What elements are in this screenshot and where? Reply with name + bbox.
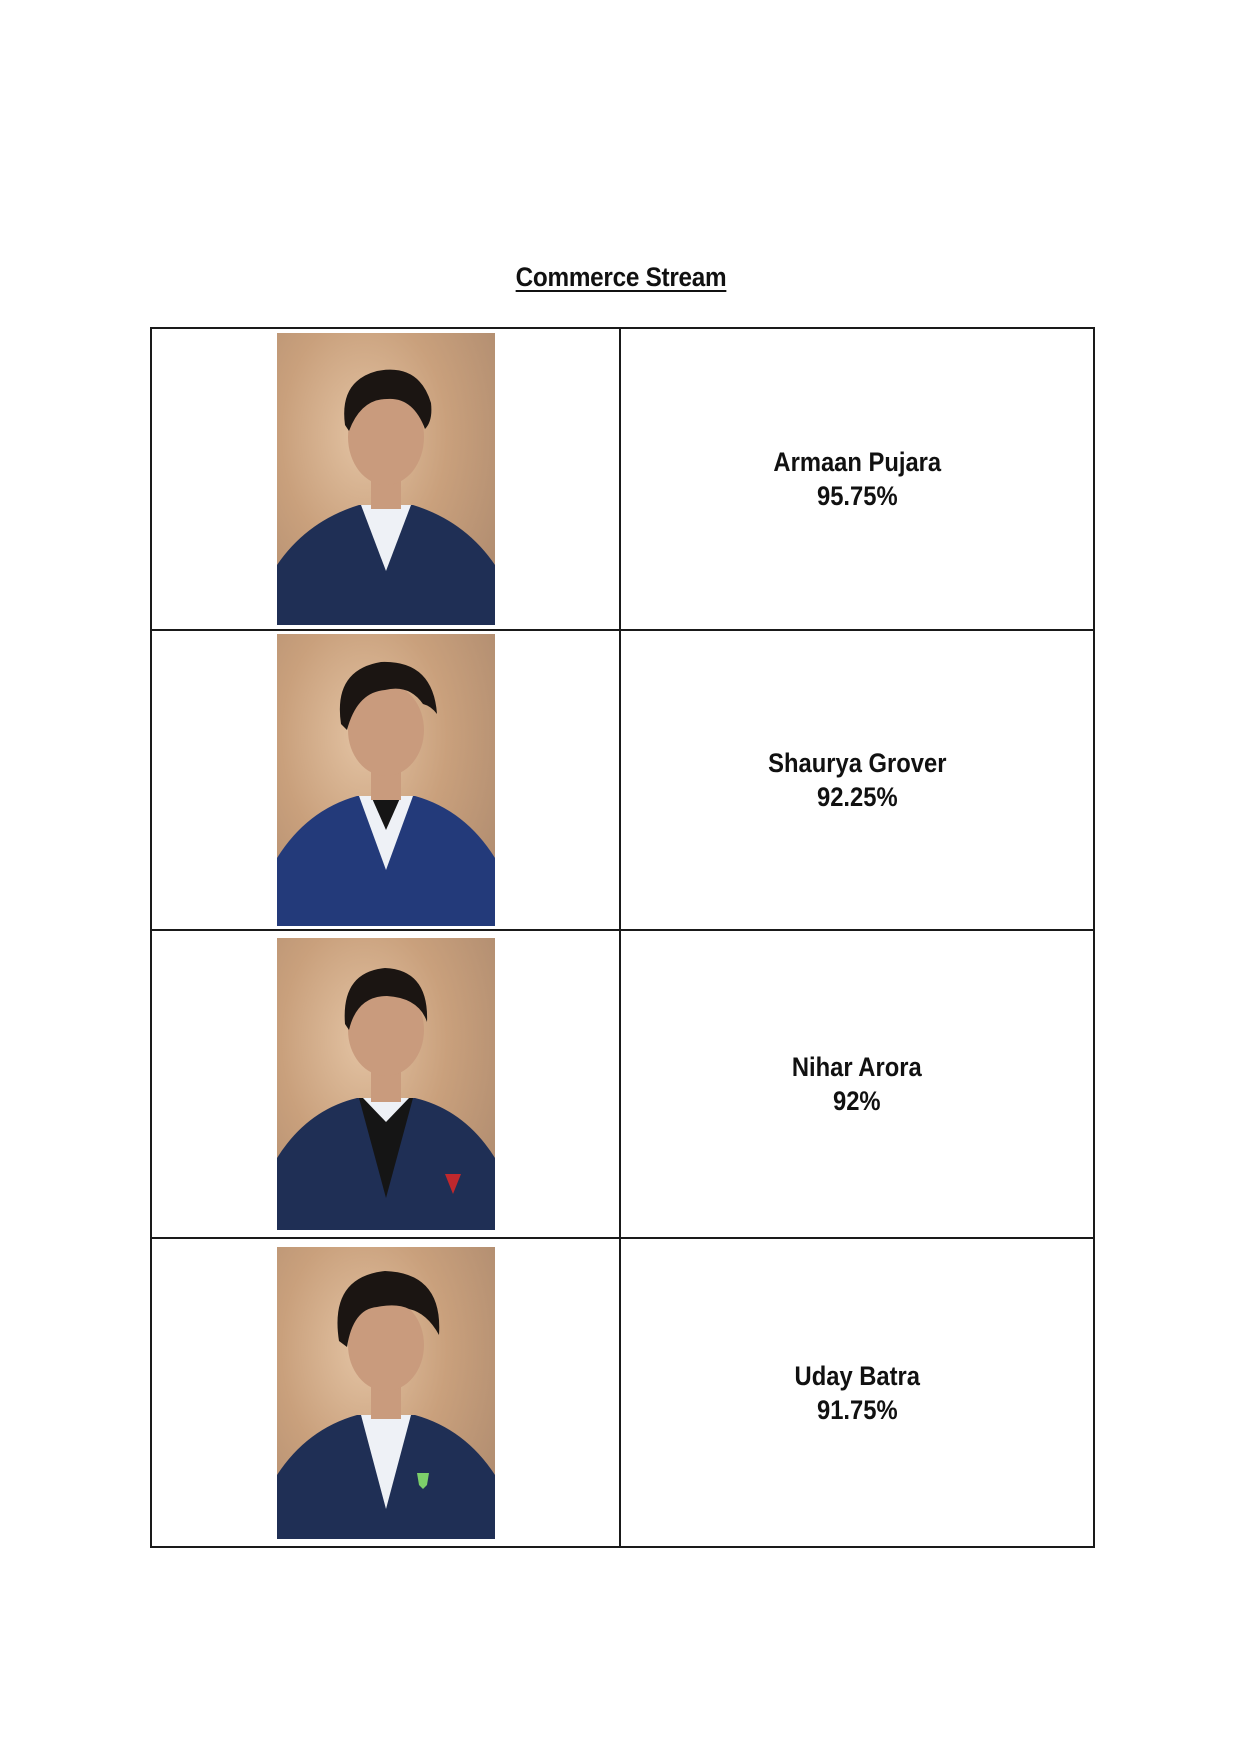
table-row — [151, 1238, 1094, 1547]
student-name: Shaurya Grover — [767, 748, 947, 778]
student-name: Uday Batra — [794, 1360, 920, 1391]
photo-cell — [151, 630, 620, 930]
student-score: 95.75% — [816, 481, 898, 511]
student-photo — [277, 938, 495, 1230]
student-photo — [277, 634, 495, 926]
student-photo — [277, 333, 495, 625]
student-name: Armaan Pujara — [773, 447, 941, 477]
photo-cell — [151, 1238, 620, 1547]
student-info-cell — [620, 630, 1094, 930]
table-row — [151, 328, 1094, 630]
page-title: Commerce Stream — [515, 262, 727, 292]
student-name: Nihar Arora — [792, 1052, 922, 1082]
photo-cell — [151, 328, 620, 630]
student-score: 92% — [833, 1086, 881, 1116]
student-info-cell — [620, 1238, 1094, 1547]
table-row — [151, 630, 1094, 930]
student-photo — [277, 1247, 495, 1539]
results-table — [150, 327, 1095, 1548]
student-info-cell — [620, 328, 1094, 630]
table-row — [151, 930, 1094, 1238]
student-score: 91.75% — [816, 1394, 898, 1425]
photo-cell — [151, 930, 620, 1238]
student-score: 92.25% — [816, 782, 898, 812]
student-info-cell — [620, 930, 1094, 1238]
